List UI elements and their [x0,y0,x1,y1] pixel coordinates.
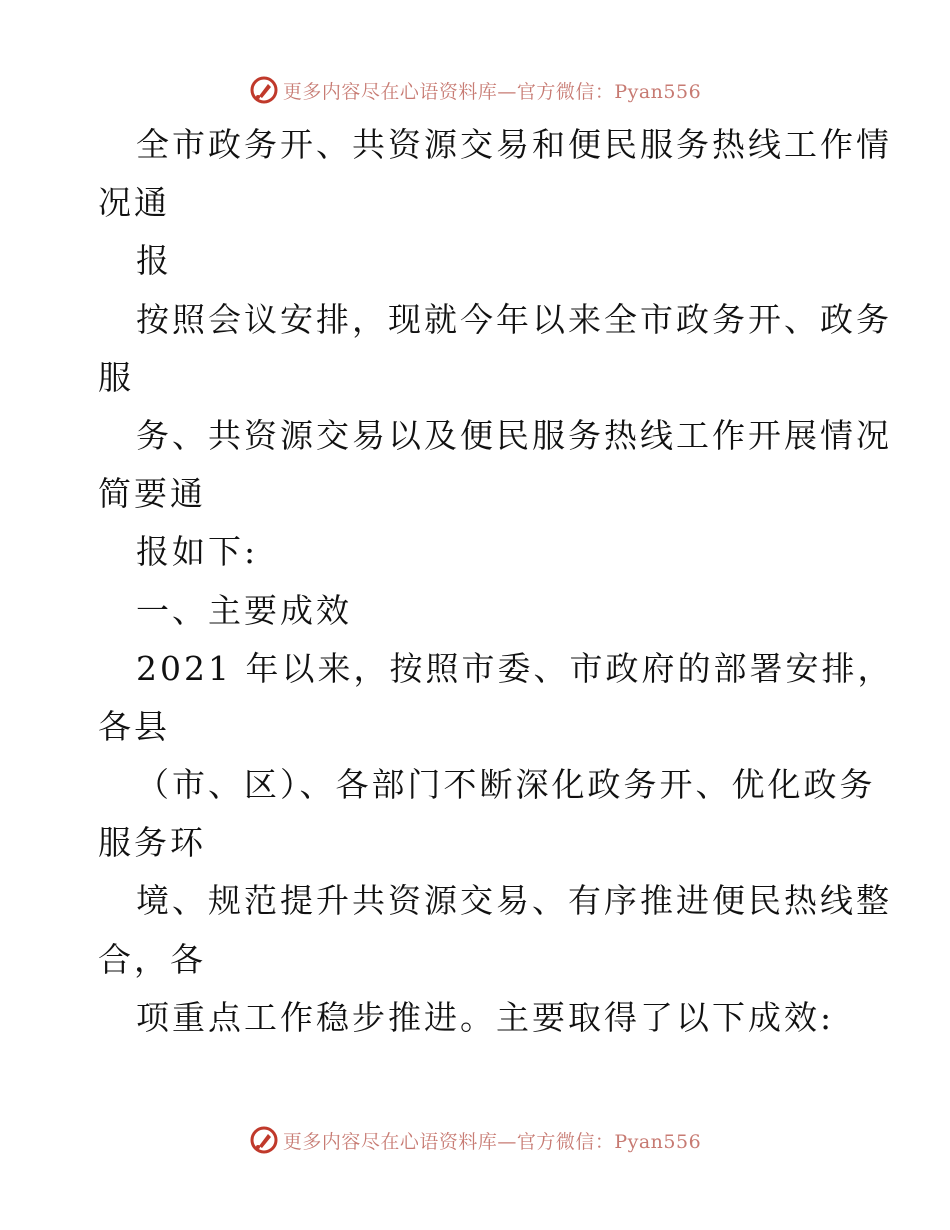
paragraph-line: 境、规范提升共资源交易、有序推进便民热线整 [136,881,892,921]
paragraph-line: 项重点工作稳步推进。主要取得了以下成效: [136,997,835,1037]
document-body [98,116,894,1047]
paragraph-line: 合，各 [98,939,206,979]
paragraph-line: 按照会议安排，现就今年以来全市政务开、政务 [136,299,892,339]
section-heading: 一、主要成效 [136,590,352,630]
title-line: 况通 [98,183,170,223]
pen-nib-logo-icon [249,1125,279,1155]
watermark-text: 更多内容尽在心语资料库—官方微信：Pyan556 [282,80,702,103]
paragraph-line: 服 [98,357,134,397]
paragraph-line: 2021 年以来，按照市委、市政府的部署安排， [136,648,894,688]
pen-nib-logo-icon [249,75,279,105]
watermark-header [0,70,950,110]
watermark-footer [0,1120,950,1160]
paragraph-line: 简要通 [98,474,206,514]
paragraph-line: 各县 [98,706,170,746]
paragraph-line: 务、共资源交易以及便民服务热线工作开展情况 [136,415,892,455]
paragraph-line: 服务环 [98,823,206,863]
title-line: 全市政务开、共资源交易和便民服务热线工作情 [136,125,892,164]
title-line: 报 [136,241,172,281]
paragraph-line: （市、区）、各部门不断深化政务开、优化政务 [136,765,876,805]
watermark-text: 更多内容尽在心语资料库—官方微信：Pyan556 [282,1130,702,1153]
paragraph-line: 报如下: [136,532,259,572]
